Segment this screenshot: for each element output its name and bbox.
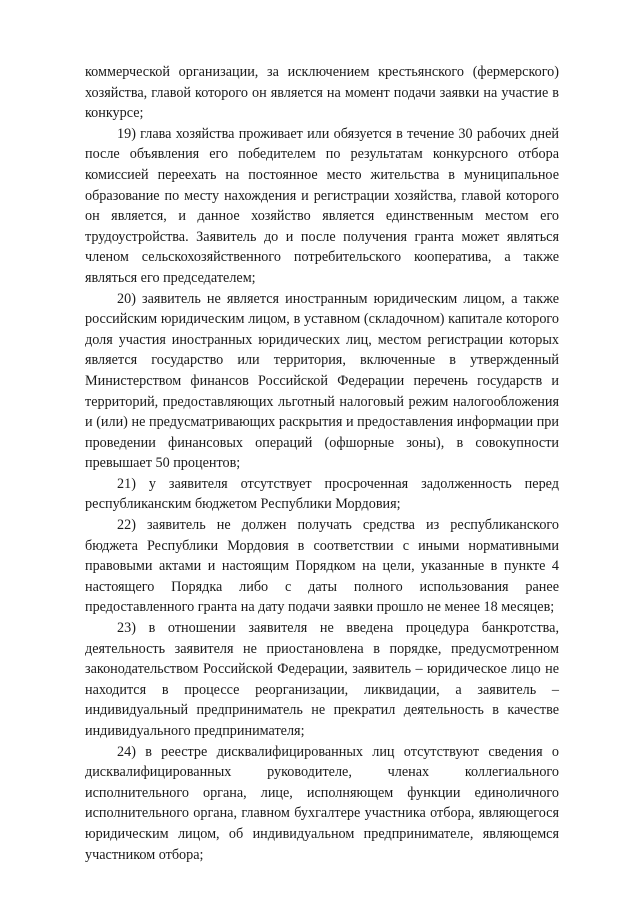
paragraph-continuation: коммерческой организации, за исключением крестьянского (фермерского) хозяйства, главой которого он является на момент подачи заявки на участие в конкурсе; [85, 64, 559, 122]
document-body [85, 62, 559, 865]
paragraph-item-22: 22) заявитель не должен получать средства из республиканского бюджета Республики Мордовия в соответствии с иными нормативными правовыми актами и настоящим Порядком на цели, указанные в пункте 4 настоящего Порядка либо с даты полного использования ранее предоставленного гранта на дату подачи заявки прошло не менее 18 месяцев; [85, 517, 559, 616]
paragraph-item-23: 23) в отношении заявителя не введена процедура банкротства, деятельность заявителя не приостановлена в порядке, предусмотренном законодательством Российской Федерации, заявитель – юридическое лицо не находится в процессе реорганизации, ликвидации, а заявитель – индивидуальный предприниматель не прекратил деятельность в качестве индивидуального предпринимателя; [85, 620, 559, 739]
paragraph-item-20: 20) заявитель не является иностранным юридическим лицом, а также российским юридическим лицом, в уставном (складочном) капитале которого доля участия иностранных юридических лиц, местом регистрации которых является государство или территория, включенные в утвержденный Министерством финансов Российской Федерации перечень государств и территорий, предоставляющих льготный налоговый режим налогообложения и (или) не предусматривающих раскрытия и предоставления информации при проведении финансовых операций (офшорные зоны), в совокупности превышает 50 процентов; [85, 290, 559, 472]
paragraph-item-21: 21) у заявителя отсутствует просроченная задолженность перед республиканским бюджетом Республики Мордовия; [85, 475, 559, 513]
paragraph-item-19: 19) глава хозяйства проживает или обязуется в течение 30 рабочих дней после объявления его победителем по результатам конкурсного отбора комиссией переехать на постоянное место жительства в муниципальное образование по месту нахождения и регистрации хозяйства, главой которого он является, и данное хозяйство является единственным местом его трудоустройства. Заявитель до и после получения гранта может являться членом сельскохозяйственного потребительского кооператива, а также являться его председателем; [85, 125, 559, 286]
paragraph-item-24: 24) в реестре дисквалифицированных лиц отсутствуют сведения о дисквалифицированных руководителе, членах коллегиального исполнительного органа, лице, исполняющем функции единоличного исполнительного органа, главном бухгалтере участника отбора, являющегося юридическим лицом, об индивидуальном предпринимателе, являющемся участником отбора; [85, 743, 559, 863]
